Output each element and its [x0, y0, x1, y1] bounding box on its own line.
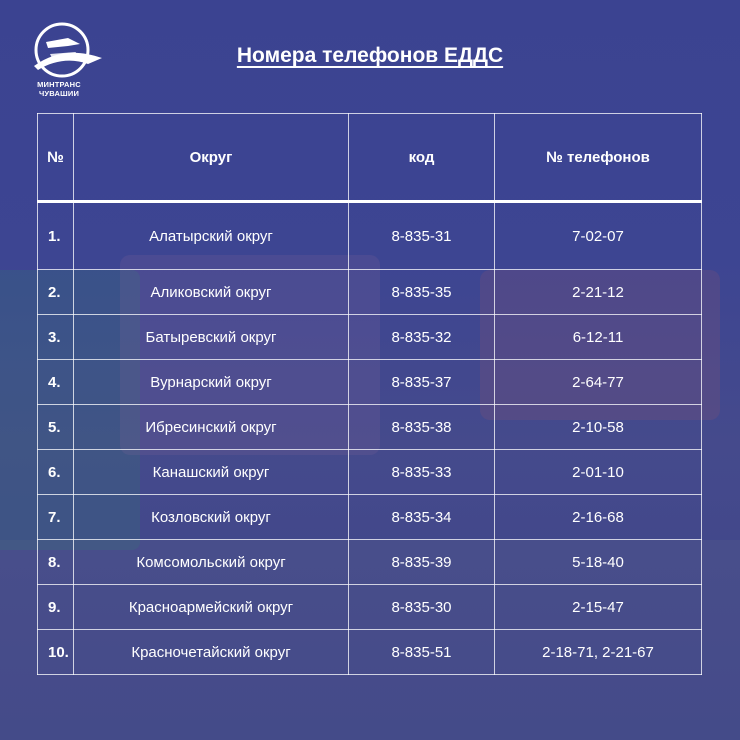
row-number: 4. — [38, 360, 74, 405]
row-number: 1. — [38, 202, 74, 270]
row-code: 8-835-30 — [349, 585, 495, 630]
table-row — [38, 360, 702, 405]
row-phone: 2-16-68 — [495, 495, 702, 540]
row-phone: 2-01-10 — [495, 450, 702, 495]
header-code: код — [349, 114, 495, 202]
row-code: 8-835-51 — [349, 630, 495, 675]
row-code: 8-835-34 — [349, 495, 495, 540]
row-district: Красночетайский округ — [74, 630, 349, 675]
row-district: Вурнарский округ — [74, 360, 349, 405]
table-row — [38, 405, 702, 450]
table-header-row — [38, 114, 702, 202]
table-row — [38, 202, 702, 270]
row-code: 8-835-33 — [349, 450, 495, 495]
row-code: 8-835-38 — [349, 405, 495, 450]
row-district: Батыревский округ — [74, 315, 349, 360]
row-number: 9. — [38, 585, 74, 630]
table-row — [38, 495, 702, 540]
row-code: 8-835-32 — [349, 315, 495, 360]
row-district: Козловский округ — [74, 495, 349, 540]
phones-table — [37, 113, 702, 675]
row-number: 5. — [38, 405, 74, 450]
logo-line-2: ЧУВАШИИ — [38, 89, 80, 98]
row-district: Аликовский округ — [74, 270, 349, 315]
table-row — [38, 450, 702, 495]
row-district: Комсомольский округ — [74, 540, 349, 585]
row-code: 8-835-35 — [349, 270, 495, 315]
row-phone: 7-02-07 — [495, 202, 702, 270]
table-row — [38, 630, 702, 675]
row-number: 7. — [38, 495, 74, 540]
row-phone: 2-64-77 — [495, 360, 702, 405]
row-phone: 2-15-47 — [495, 585, 702, 630]
logo-line-1: МИНТРАНС — [37, 80, 81, 89]
row-code: 8-835-39 — [349, 540, 495, 585]
row-phone: 2-10-58 — [495, 405, 702, 450]
row-district: Канашский округ — [74, 450, 349, 495]
row-district: Красноармейский округ — [74, 585, 349, 630]
row-phone: 6-12-11 — [495, 315, 702, 360]
row-district: Алатырский округ — [74, 202, 349, 270]
row-district: Ибресинский округ — [74, 405, 349, 450]
row-phone: 2-18-71, 2-21-67 — [495, 630, 702, 675]
row-code: 8-835-37 — [349, 360, 495, 405]
row-number: 3. — [38, 315, 74, 360]
row-number: 8. — [38, 540, 74, 585]
table-row — [38, 585, 702, 630]
table-row — [38, 270, 702, 315]
table-row — [38, 315, 702, 360]
logo-caption — [24, 80, 94, 98]
page-title: Номера телефонов ЕДДС — [236, 44, 504, 67]
header-phone: № телефонов — [495, 114, 702, 202]
row-number: 2. — [38, 270, 74, 315]
row-code: 8-835-31 — [349, 202, 495, 270]
header-district: Округ — [74, 114, 349, 202]
row-phone: 2-21-12 — [495, 270, 702, 315]
row-number: 10. — [38, 630, 74, 675]
header-number: № — [38, 114, 74, 202]
row-number: 6. — [38, 450, 74, 495]
row-phone: 5-18-40 — [495, 540, 702, 585]
table-row — [38, 540, 702, 585]
